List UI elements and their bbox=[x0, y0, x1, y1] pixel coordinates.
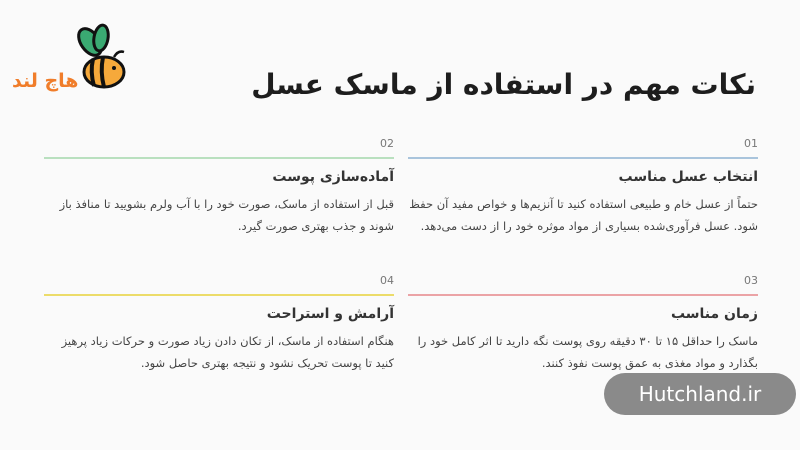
card-divider bbox=[408, 294, 758, 296]
card-body: ماسک را حداقل ۱۵ تا ۳۰ دقیقه روی پوست نگه دارید تا اثر کامل خود را بگذارد و مواد مغذی به عمق پوست نفوذ کنند. bbox=[417, 334, 758, 370]
card-heading: زمان مناسب bbox=[670, 306, 758, 322]
card-number: 03 bbox=[744, 274, 758, 287]
card-number: 01 bbox=[744, 137, 758, 150]
card-heading: انتخاب عسل مناسب bbox=[618, 169, 758, 185]
tip-card-1 bbox=[408, 137, 758, 237]
card-number: 04 bbox=[380, 274, 394, 287]
card-body: حتماً از عسل خام و طبیعی استفاده کنید تا آنزیم‌ها و خواص مفید آن حفظ شود. عسل فرآوری‌شده بسیاری از مواد موثره خود را از دست می‌دهد. bbox=[409, 197, 758, 233]
logo-text: هاچ لند bbox=[12, 70, 79, 92]
card-divider bbox=[408, 157, 758, 159]
card-heading: آماده‌سازی پوست bbox=[272, 169, 394, 185]
card-divider bbox=[44, 294, 394, 296]
website-badge[interactable]: Hutchland.ir bbox=[604, 373, 796, 415]
card-divider bbox=[44, 157, 394, 159]
card-heading: آرامش و استراحت bbox=[266, 306, 394, 322]
card-body: هنگام استفاده از ماسک، از تکان دادن زیاد صورت و حرکات زیاد پرهیز کنید تا پوست تحریک نشود و نتیجه بهتری حاصل شود. bbox=[61, 334, 394, 370]
card-number: 02 bbox=[380, 137, 394, 150]
tip-card-3 bbox=[408, 274, 758, 374]
tip-card-2 bbox=[44, 137, 394, 237]
tip-card-4 bbox=[44, 274, 394, 374]
page-title: نکات مهم در استفاده از ماسک عسل bbox=[251, 68, 756, 101]
logo bbox=[8, 20, 128, 90]
card-body: قبل از استفاده از ماسک، صورت خود را با آب ولرم بشویید تا منافذ باز شوند و جذب بهتری صورت گیرد. bbox=[59, 197, 394, 233]
